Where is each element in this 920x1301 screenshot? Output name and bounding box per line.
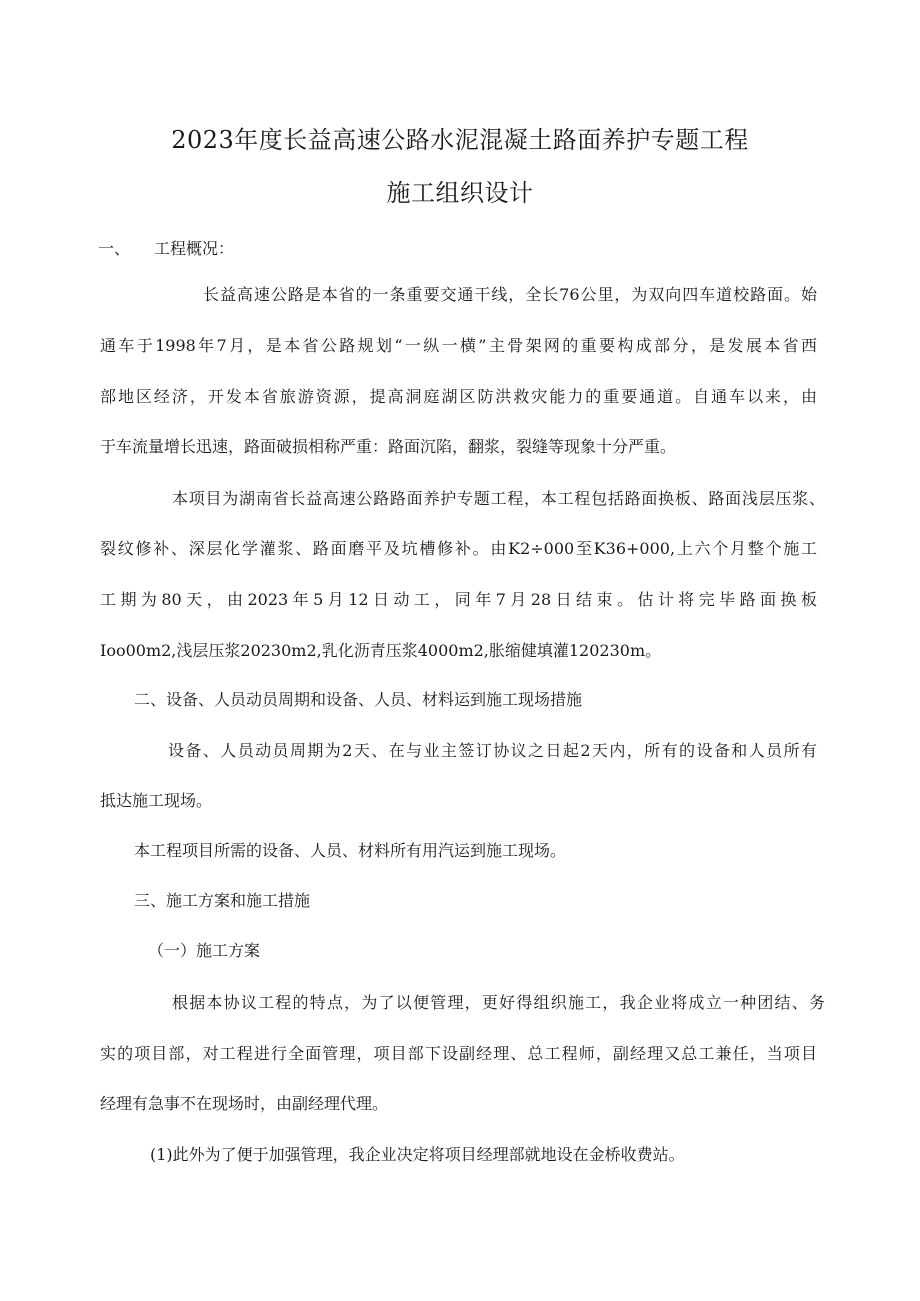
section2-para2: 本工程项目所需的设备、人员、材料所有用汽运到施工现场。 <box>134 841 567 860</box>
section3-item1: (1)此外为了便于加强管理，我企业决定将项目经理部就地设在金桥收费站。 <box>150 1145 685 1164</box>
section1-heading: 工程概况： <box>154 239 235 258</box>
document-title-line1: 2023年度长益高速公路水泥混凝土路面养护专题工程 <box>171 126 749 154</box>
section1-para1-line4: 于车流量增长迅速，路面破损相称严重：路面沉陷，翻浆，裂缝等现象十分严重。 <box>100 437 677 456</box>
section3-heading: 三、施工方案和施工措施 <box>134 891 311 910</box>
section1-para1-line2: 通车于1998年7月，是本省公路规划“一纵一横”主骨架网的重要构成部分，是发展本省西 <box>100 336 817 355</box>
section2-para1-line2: 抵达施工现场。 <box>100 791 213 810</box>
section3-para1-line2: 实的项目部，对工程进行全面管理，项目部下设副经理、总工程师，副经理又总工兼任，当项目 <box>100 1044 817 1063</box>
section1-number: 一、 <box>98 239 131 258</box>
section3-para1-line3: 经理有急事不在现场时，由副经理代理。 <box>100 1094 389 1113</box>
section1-para2-line3: 工期为80天，由2023年5月12日动工，同年7月28日结束。估计将完毕路面换板 <box>100 590 817 609</box>
section3-subheading: （一）施工方案 <box>148 941 261 960</box>
section1-para2-line1: 本项目为湖南省长益高速公路路面养护专题工程，本工程包括路面换板、路面浅层压浆、 <box>172 489 825 508</box>
document-title-line2: 施工组织设计 <box>386 179 534 207</box>
section1-para1-line3: 部地区经济，开发本省旅游资源，提高洞庭湖区防洪救灾能力的重要通道。自通车以来，由 <box>100 387 817 406</box>
section2-para1-line1: 设备、人员动员周期为2天、在与业主签订协议之日起2天内，所有的设备和人员所有 <box>168 741 817 760</box>
section1-para2-line2: 裂纹修补、深层化学灌浆、路面磨平及坑槽修补。由K2÷000至K36+000,上六个月整个施工 <box>100 539 817 558</box>
section2-heading: 二、设备、人员动员周期和设备、人员、材料运到施工现场措施 <box>134 690 583 709</box>
section3-para1-line1: 根据本协议工程的特点，为了以便管理，更好得组织施工，我企业将成立一种团结、务 <box>172 993 825 1012</box>
section1-para1-line1: 长益高速公路是本省的一条重要交通干线，全长76公里，为双向四车道校路面。始 <box>203 285 817 304</box>
section1-para2-line4: Ioo00m2,浅层压浆20230m2,乳化沥青压浆4000m2,胀缩健填灌120230m。 <box>100 641 662 660</box>
